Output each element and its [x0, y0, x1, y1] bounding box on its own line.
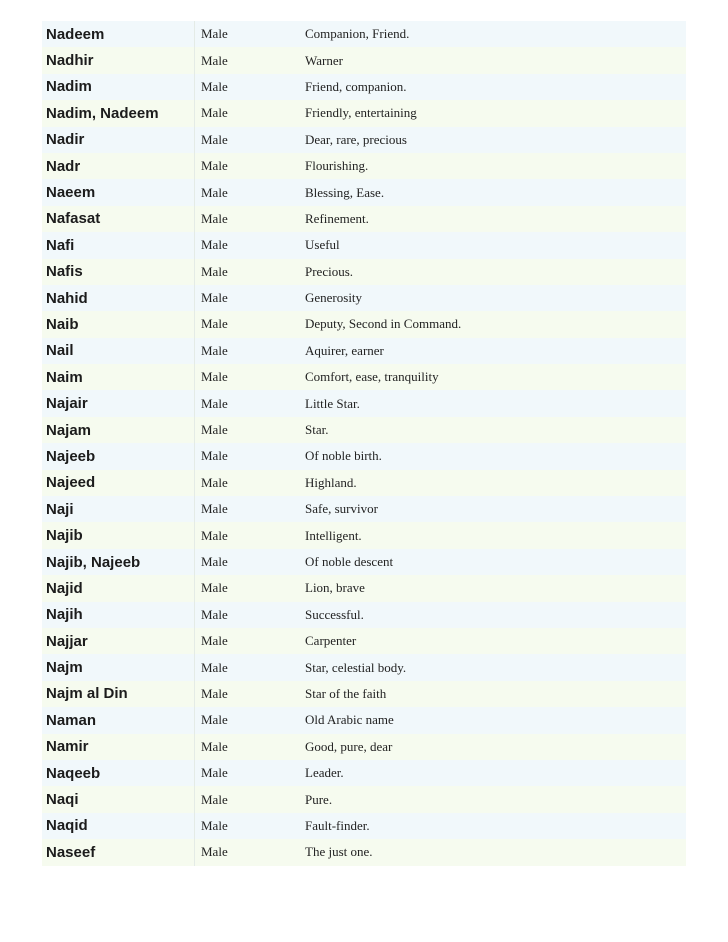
meaning-cell: Generosity: [301, 285, 686, 311]
gender-cell: Male: [195, 417, 302, 443]
name-cell: Naib: [42, 311, 195, 337]
meaning-cell: Pure.: [301, 786, 686, 812]
table-row: [42, 549, 686, 575]
gender-cell: Male: [195, 179, 302, 205]
meaning-cell: Useful: [301, 232, 686, 258]
name-cell: Nadim, Nadeem: [42, 100, 195, 126]
name-cell: Nafasat: [42, 206, 195, 232]
table-row: [42, 734, 686, 760]
name-cell: Nadhir: [42, 47, 195, 73]
table-row: [42, 496, 686, 522]
gender-cell: Male: [195, 364, 302, 390]
meaning-cell: Of noble descent: [301, 549, 686, 575]
meaning-cell: Comfort, ease, tranquility: [301, 364, 686, 390]
meaning-cell: Little Star.: [301, 390, 686, 416]
meaning-cell: Carpenter: [301, 628, 686, 654]
table-row: [42, 364, 686, 390]
gender-cell: Male: [195, 813, 302, 839]
table-row: [42, 813, 686, 839]
table-row: [42, 206, 686, 232]
gender-cell: Male: [195, 786, 302, 812]
meaning-cell: Companion, Friend.: [301, 21, 686, 47]
meaning-cell: Refinement.: [301, 206, 686, 232]
names-sheet: [42, 21, 686, 866]
name-cell: Najeeb: [42, 443, 195, 469]
meaning-cell: Intelligent.: [301, 522, 686, 548]
gender-cell: Male: [195, 259, 302, 285]
meaning-cell: The just one.: [301, 839, 686, 865]
name-cell: Nail: [42, 338, 195, 364]
table-row: [42, 707, 686, 733]
gender-cell: Male: [195, 47, 302, 73]
meaning-cell: Good, pure, dear: [301, 734, 686, 760]
table-row: [42, 100, 686, 126]
name-cell: Najeed: [42, 470, 195, 496]
gender-cell: Male: [195, 338, 302, 364]
meaning-cell: Old Arabic name: [301, 707, 686, 733]
meaning-cell: Friendly, entertaining: [301, 100, 686, 126]
table-row: [42, 522, 686, 548]
table-row: [42, 654, 686, 680]
gender-cell: Male: [195, 522, 302, 548]
meaning-cell: Aquirer, earner: [301, 338, 686, 364]
table-row: [42, 470, 686, 496]
name-cell: Naqi: [42, 786, 195, 812]
name-cell: Naji: [42, 496, 195, 522]
meaning-cell: Blessing, Ease.: [301, 179, 686, 205]
name-cell: Nafis: [42, 259, 195, 285]
names-table-body: [42, 21, 686, 866]
name-cell: Nahid: [42, 285, 195, 311]
gender-cell: Male: [195, 153, 302, 179]
meaning-cell: Lion, brave: [301, 575, 686, 601]
name-cell: Naqid: [42, 813, 195, 839]
gender-cell: Male: [195, 839, 302, 865]
name-cell: Nadim: [42, 74, 195, 100]
gender-cell: Male: [195, 74, 302, 100]
name-cell: Najm al Din: [42, 681, 195, 707]
gender-cell: Male: [195, 760, 302, 786]
gender-cell: Male: [195, 628, 302, 654]
table-row: [42, 760, 686, 786]
name-cell: Nadir: [42, 127, 195, 153]
table-row: [42, 628, 686, 654]
gender-cell: Male: [195, 390, 302, 416]
table-row: [42, 786, 686, 812]
name-cell: Najjar: [42, 628, 195, 654]
gender-cell: Male: [195, 100, 302, 126]
gender-cell: Male: [195, 470, 302, 496]
meaning-cell: Deputy, Second in Command.: [301, 311, 686, 337]
gender-cell: Male: [195, 602, 302, 628]
gender-cell: Male: [195, 443, 302, 469]
table-row: [42, 127, 686, 153]
gender-cell: Male: [195, 575, 302, 601]
table-row: [42, 47, 686, 73]
meaning-cell: Star, celestial body.: [301, 654, 686, 680]
meaning-cell: Of noble birth.: [301, 443, 686, 469]
name-cell: Naqeeb: [42, 760, 195, 786]
name-cell: Nafi: [42, 232, 195, 258]
name-cell: Najm: [42, 654, 195, 680]
name-cell: Naeem: [42, 179, 195, 205]
name-cell: Najid: [42, 575, 195, 601]
table-row: [42, 443, 686, 469]
table-row: [42, 153, 686, 179]
name-cell: Nadr: [42, 153, 195, 179]
table-row: [42, 681, 686, 707]
gender-cell: Male: [195, 734, 302, 760]
name-cell: Najair: [42, 390, 195, 416]
meaning-cell: Warner: [301, 47, 686, 73]
table-row: [42, 21, 686, 47]
table-row: [42, 311, 686, 337]
gender-cell: Male: [195, 707, 302, 733]
gender-cell: Male: [195, 285, 302, 311]
table-row: [42, 74, 686, 100]
meaning-cell: Precious.: [301, 259, 686, 285]
table-row: [42, 179, 686, 205]
table-row: [42, 417, 686, 443]
gender-cell: Male: [195, 311, 302, 337]
gender-cell: Male: [195, 206, 302, 232]
name-cell: Namir: [42, 734, 195, 760]
name-cell: Nadeem: [42, 21, 195, 47]
gender-cell: Male: [195, 127, 302, 153]
table-row: [42, 390, 686, 416]
meaning-cell: Star.: [301, 417, 686, 443]
meaning-cell: Highland.: [301, 470, 686, 496]
meaning-cell: Fault-finder.: [301, 813, 686, 839]
table-row: [42, 602, 686, 628]
gender-cell: Male: [195, 549, 302, 575]
meaning-cell: Star of the faith: [301, 681, 686, 707]
meaning-cell: Successful.: [301, 602, 686, 628]
names-table: [42, 21, 686, 866]
name-cell: Najih: [42, 602, 195, 628]
meaning-cell: Friend, companion.: [301, 74, 686, 100]
table-row: [42, 575, 686, 601]
name-cell: Najib: [42, 522, 195, 548]
gender-cell: Male: [195, 681, 302, 707]
gender-cell: Male: [195, 496, 302, 522]
table-row: [42, 839, 686, 865]
name-cell: Najib, Najeeb: [42, 549, 195, 575]
meaning-cell: Dear, rare, precious: [301, 127, 686, 153]
meaning-cell: Safe, survivor: [301, 496, 686, 522]
table-row: [42, 285, 686, 311]
name-cell: Naseef: [42, 839, 195, 865]
meaning-cell: Flourishing.: [301, 153, 686, 179]
meaning-cell: Leader.: [301, 760, 686, 786]
name-cell: Naman: [42, 707, 195, 733]
gender-cell: Male: [195, 232, 302, 258]
gender-cell: Male: [195, 654, 302, 680]
name-cell: Naim: [42, 364, 195, 390]
gender-cell: Male: [195, 21, 302, 47]
table-row: [42, 259, 686, 285]
table-row: [42, 232, 686, 258]
name-cell: Najam: [42, 417, 195, 443]
table-row: [42, 338, 686, 364]
